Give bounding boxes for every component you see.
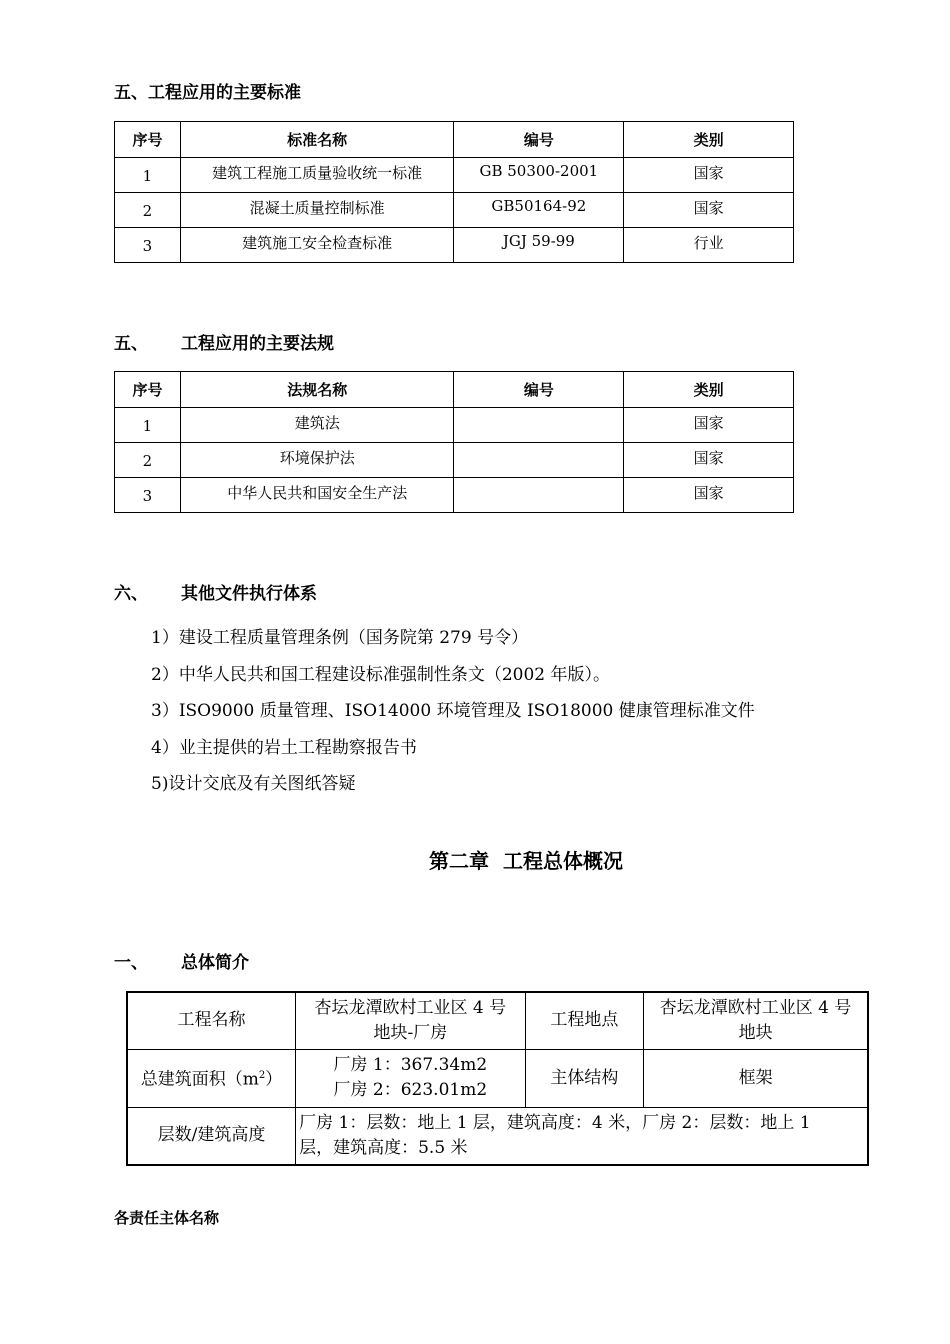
header-code: 编号 [454, 122, 624, 158]
row-category: 国家 [624, 193, 794, 228]
floors-label: 层数/建筑高度 [127, 1107, 296, 1165]
list-item: 2）中华人民共和国工程建设标准强制性条文（2002 年版）。 [151, 665, 610, 685]
floors-value [296, 1107, 868, 1165]
location-label: 工程地点 [525, 992, 644, 1049]
row-code: GB 50300-2001 [454, 158, 624, 193]
floors-line: 厂房 1：层数：地上 1 层，建筑高度：4 米，厂房 2：层数：地上 1 [299, 1112, 811, 1133]
list-item: 1）建设工程质量管理条例（国务院第 279 号令） [151, 628, 529, 648]
row-category: 国家 [624, 443, 794, 478]
row-name: 环境保护法 [180, 443, 454, 478]
header-category: 类别 [624, 372, 794, 408]
row-name: 混凝土质量控制标准 [180, 193, 454, 228]
area-label [127, 1049, 296, 1107]
area-label-text: 总建筑面积（m [140, 1069, 259, 1090]
row-name: 建筑法 [180, 408, 454, 443]
area-line: 厂房 2：623.01m2 [333, 1080, 488, 1100]
table-row [115, 158, 794, 193]
project-name-line: 杏坛龙潭欧村工业区 4 号 [314, 997, 507, 1018]
table-header-row [115, 122, 794, 158]
header-name: 标准名称 [180, 122, 454, 158]
location-value [644, 992, 868, 1049]
regulations-table [114, 371, 794, 513]
table-row [127, 992, 868, 1049]
area-value [296, 1049, 525, 1107]
row-index: 1 [115, 408, 181, 443]
section-standards-title: 五、工程应用的主要标准 [114, 83, 301, 103]
row-code [454, 478, 624, 513]
location-line: 地块 [738, 1022, 773, 1043]
row-category: 国家 [624, 408, 794, 443]
section-overview-number: 一、 [114, 953, 148, 973]
table-row [127, 1049, 868, 1107]
row-name: 建筑工程施工质量验收统一标准 [180, 158, 454, 193]
table-row [115, 228, 794, 263]
section-other-docs-number: 六、 [114, 584, 148, 604]
structure-label: 主体结构 [525, 1049, 644, 1107]
floors-line: 层，建筑高度：5.5 米 [299, 1137, 468, 1158]
row-index: 2 [115, 443, 181, 478]
area-line: 厂房 1：367.34m2 [333, 1055, 488, 1075]
row-category: 国家 [624, 158, 794, 193]
overview-table [126, 991, 869, 1166]
row-code: GB50164-92 [454, 193, 624, 228]
section-regulations-title: 工程应用的主要法规 [181, 334, 334, 354]
location-line: 杏坛龙潭欧村工业区 4 号 [659, 997, 852, 1018]
row-name: 建筑施工安全检查标准 [180, 228, 454, 263]
row-name: 中华人民共和国安全生产法 [180, 478, 454, 513]
header-index: 序号 [115, 372, 181, 408]
table-header-row [115, 372, 794, 408]
area-label-sup: 2 [258, 1070, 266, 1082]
table-row [115, 443, 794, 478]
project-name-label: 工程名称 [127, 992, 296, 1049]
area-label-end: ） [265, 1069, 283, 1090]
list-item: 4）业主提供的岩土工程勘察报告书 [151, 738, 417, 758]
table-row [115, 408, 794, 443]
table-row [115, 193, 794, 228]
header-category: 类别 [624, 122, 794, 158]
header-code: 编号 [454, 372, 624, 408]
section-overview-title: 总体简介 [181, 953, 249, 973]
table-row [115, 478, 794, 513]
standards-table [114, 121, 794, 263]
chapter-title: 第二章 工程总体概况 [429, 849, 623, 873]
project-name-value [296, 992, 525, 1049]
responsible-parties-title: 各责任主体名称 [114, 1209, 220, 1227]
row-category: 国家 [624, 478, 794, 513]
row-code [454, 443, 624, 478]
header-name: 法规名称 [180, 372, 454, 408]
table-row [127, 1107, 868, 1165]
row-index: 3 [115, 478, 181, 513]
row-category: 行业 [624, 228, 794, 263]
row-code [454, 408, 624, 443]
row-index: 3 [115, 228, 181, 263]
structure-value: 框架 [644, 1049, 868, 1107]
header-index: 序号 [115, 122, 181, 158]
row-index: 2 [115, 193, 181, 228]
list-item: 3）ISO9000 质量管理、ISO14000 环境管理及 ISO18000 健康管理标准文件 [151, 701, 755, 721]
row-code: JGJ 59-99 [454, 228, 624, 263]
list-item: 5)设计交底及有关图纸答疑 [151, 774, 356, 794]
row-index: 1 [115, 158, 181, 193]
section-other-docs-title: 其他文件执行体系 [181, 584, 317, 604]
section-regulations-number: 五、 [114, 334, 148, 354]
project-name-line: 地块-厂房 [373, 1022, 448, 1043]
